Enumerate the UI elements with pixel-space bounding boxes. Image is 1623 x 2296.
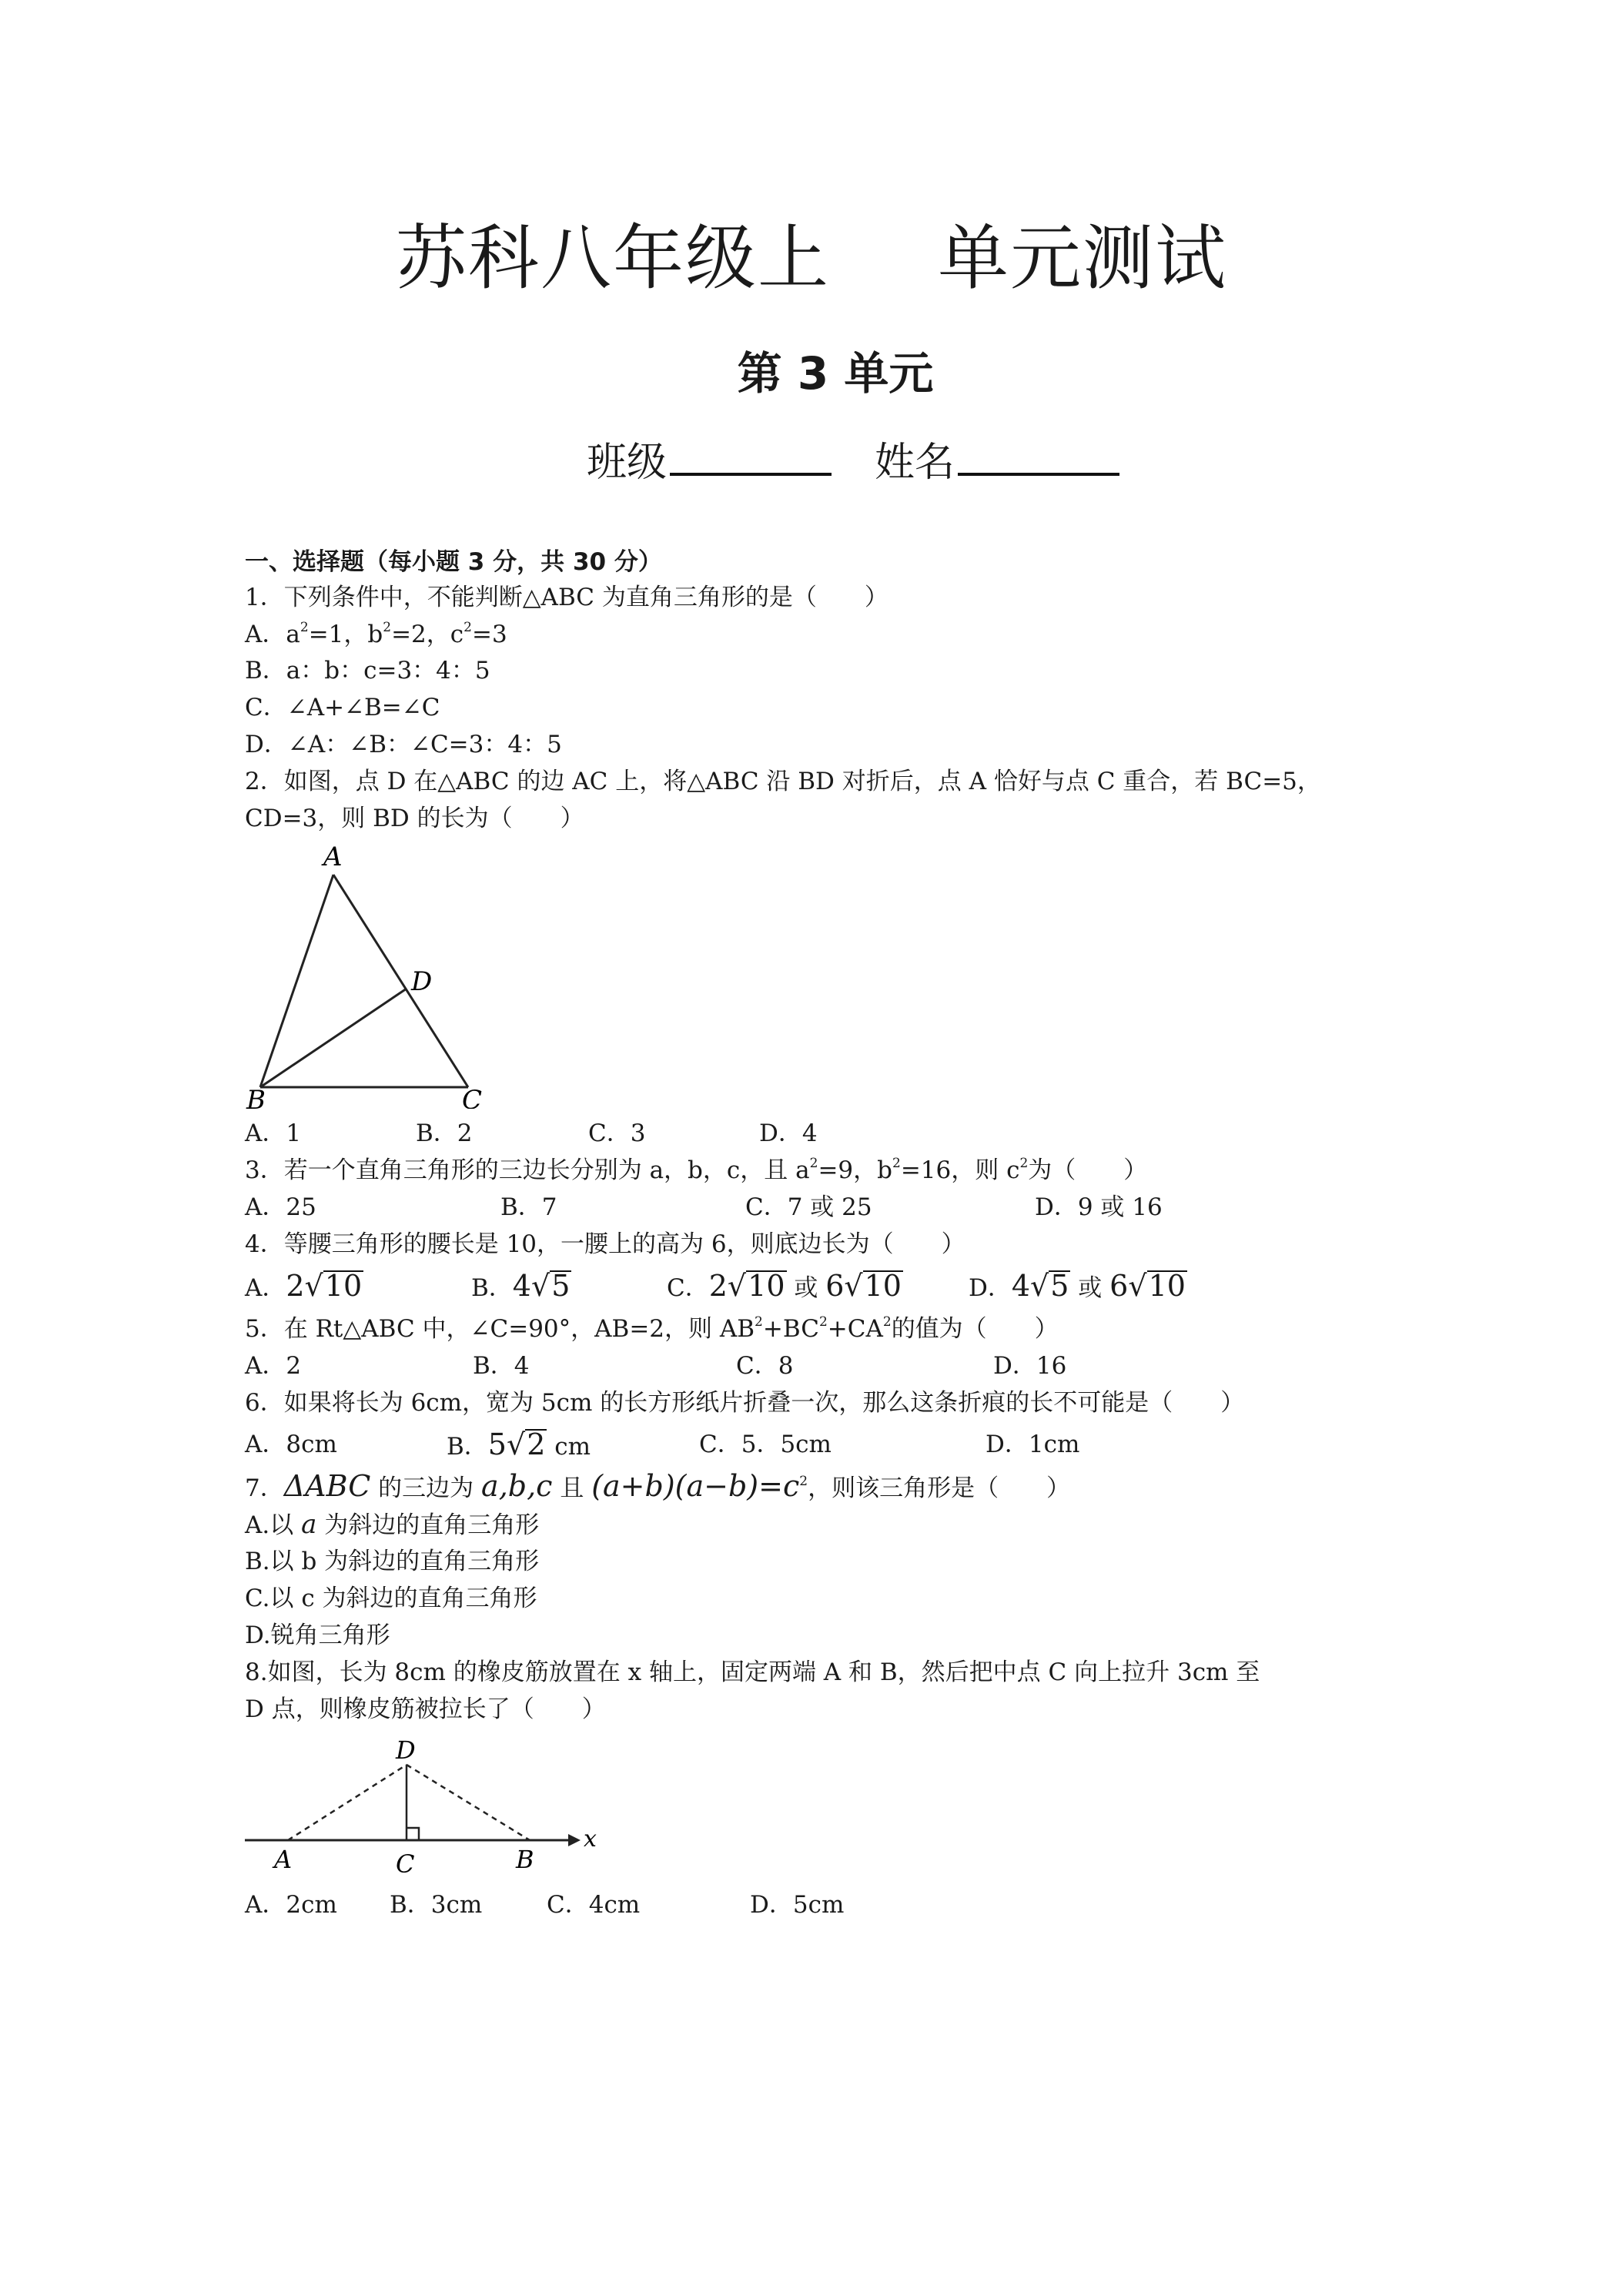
q2-side-ac: [333, 875, 468, 1087]
q1-option-b: B．a：b：c=3：4：5: [245, 657, 490, 684]
q4-option-d[interactable]: D．4√5 或 6√10: [969, 1269, 1186, 1303]
q5-option-a[interactable]: A．2: [245, 1352, 302, 1380]
student-info: [587, 430, 1119, 487]
q3-option-c[interactable]: C．7 或 25: [745, 1193, 872, 1221]
q2-label-d: D: [411, 966, 433, 997]
q2-option-c[interactable]: C．3: [588, 1120, 646, 1147]
q2-segment-bd: [260, 989, 407, 1087]
q6-option-d[interactable]: D．1cm: [986, 1431, 1080, 1458]
q8-rubber-band-figure: [245, 1731, 599, 1877]
q6-option-a[interactable]: A．8cm: [245, 1431, 337, 1458]
q3-option-d[interactable]: D．9 或 16: [1035, 1193, 1163, 1221]
q2-stem-line2: CD=3，则 BD 的长为（ ）: [245, 805, 584, 832]
q8-stem-line2: D 点，则橡皮筋被拉长了（ ）: [245, 1695, 606, 1723]
q6-option-b[interactable]: B．5√2 cm: [447, 1427, 591, 1461]
q7-option-a[interactable]: A.以 a 为斜边的直角三角形: [245, 1509, 540, 1540]
q1-option-c: C．∠A+∠B=∠C: [245, 694, 440, 721]
q5-option-b[interactable]: B．4: [473, 1352, 530, 1380]
q8-label-c: C: [396, 1849, 415, 1877]
q4-option-c[interactable]: C．2√10 或 6√10: [667, 1269, 902, 1303]
q8-label-b: B: [516, 1845, 534, 1874]
section-heading: 一、选择题（每小题 3 分，共 30 分）: [245, 548, 662, 576]
title-right: 单元测试: [938, 217, 1228, 300]
q8-right-angle-mark: [407, 1828, 419, 1840]
q4-stem: 4．等腰三角形的腰长是 10，一腰上的高为 6，则底边长为（ ）: [245, 1230, 965, 1258]
q2-option-d[interactable]: D．4: [759, 1120, 818, 1147]
q2-option-a[interactable]: A．1: [245, 1120, 302, 1147]
q8-band-db: [407, 1765, 530, 1840]
q3-option-b[interactable]: B．7: [500, 1193, 557, 1221]
name-blank[interactable]: [958, 433, 1119, 476]
q7-stem: 7．ΔABC 的三边为 a,b,c 且 $(a+b)(a-b)=c^2$，则该三角形是（ ）: [245, 1469, 1071, 1503]
q5-option-d[interactable]: D．16: [993, 1352, 1067, 1380]
q1-option-a: A．$a^2=1$，$b^2=2$，$c^2=3$: [245, 620, 507, 648]
q8-label-x: x: [584, 1826, 597, 1853]
q3-option-a[interactable]: A．25: [245, 1193, 316, 1221]
class-blank[interactable]: [670, 433, 832, 476]
q2-option-b[interactable]: B．2: [416, 1120, 473, 1147]
title-left: 苏科八年级上: [395, 217, 830, 300]
q8-x-axis-arrow: [568, 1834, 581, 1846]
q8-label-a: A: [274, 1845, 293, 1874]
q6-stem: 6．如果将长为 6cm，宽为 5cm 的长方形纸片折叠一次，那么这条折痕的长不可能是（ ）: [245, 1389, 1245, 1417]
q8-option-b[interactable]: B．3cm: [390, 1891, 483, 1919]
q3-stem: 3．若一个直角三角形的三边长分别为 a，b，c，且 $a^2=9$，$b^2=16$，则 $c^2$为（ ）: [245, 1156, 1148, 1184]
unit-subtitle: 第 3 单元: [737, 347, 934, 400]
q6-option-c[interactable]: C．5．5cm: [699, 1431, 832, 1458]
class-label: 班级: [587, 440, 668, 486]
q2-side-ab: [260, 875, 333, 1087]
q8-stem-line1: 8.如图，长为 8cm 的橡皮筋放置在 x 轴上，固定两端 A 和 B，然后把中点 C 向上拉升 3cm 至: [245, 1658, 1260, 1686]
q8-option-d[interactable]: D．5cm: [750, 1891, 845, 1919]
q8-label-d: D: [396, 1735, 416, 1765]
q8-option-c[interactable]: C．4cm: [547, 1891, 641, 1919]
q7-option-b[interactable]: B.以 b 为斜边的直角三角形: [245, 1548, 540, 1575]
q2-triangle-figure: [245, 839, 491, 1109]
q7-option-d[interactable]: D.锐角三角形: [245, 1622, 390, 1649]
q1-stem: 1．下列条件中，不能判断△ABC 为直角三角形的是（ ）: [245, 584, 888, 611]
q5-option-c[interactable]: C．8: [736, 1352, 794, 1380]
q8-band-ad: [288, 1765, 407, 1840]
q4-option-b[interactable]: B．4√5: [471, 1269, 571, 1303]
q7-option-c[interactable]: C.以 c 为斜边的直角三角形: [245, 1585, 537, 1612]
q2-label-c: C: [462, 1085, 483, 1109]
q2-label-a: A: [323, 842, 343, 872]
q2-label-b: B: [246, 1085, 266, 1109]
q1-option-d: D．∠A：∠B：∠C=3：4：5: [245, 731, 562, 758]
q4-option-a[interactable]: A．2√10: [245, 1269, 363, 1303]
q2-stem-line1: 2．如图，点 D 在△ABC 的边 AC 上，将△ABC 沿 BD 对折后，点 A 恰好与点 C 重合，若 BC=5，: [245, 768, 1321, 795]
page-title: [0, 202, 1623, 303]
name-label: 姓名: [875, 440, 955, 486]
q5-stem: 5．在 Rt△ABC 中，∠C=90°，AB=2，则 $AB^2+BC^2+CA^2$的值为（ ）: [245, 1314, 1059, 1343]
q8-option-a[interactable]: A．2cm: [245, 1891, 337, 1919]
